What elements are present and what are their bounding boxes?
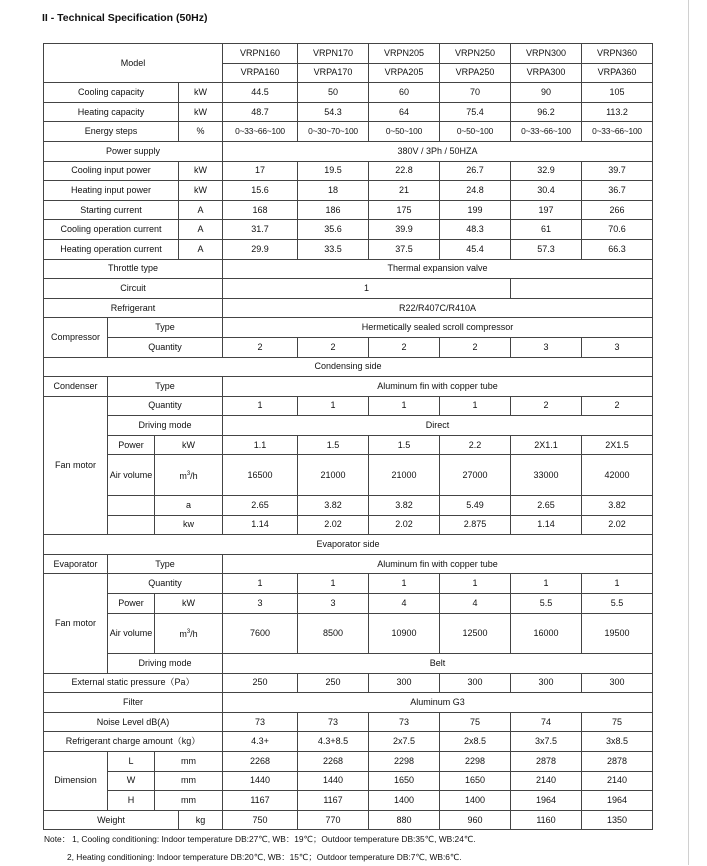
weight-value-4: 960 [440,810,511,830]
heating-input-power-row [44,181,653,201]
cooling-input-power-row [44,161,653,181]
heating-capacity-row [44,102,653,122]
cooling-capacity-value-3: 60 [369,83,440,103]
evap-air-volume-label: Air volume [108,613,155,654]
page-title: II - Technical Specification (50Hz) [42,12,208,24]
condenser-type-label: Type [108,377,223,397]
compressor-type-row [44,318,653,338]
cooling-input-power-value-1: 17 [223,161,298,181]
noise-level-value-1: 73 [223,712,298,732]
cond-a-value-3: 3.82 [369,495,440,515]
external-static-pressure-value-2: 250 [298,673,369,693]
heating-operation-current-value-4: 45.4 [440,239,511,259]
compressor-quantity-row [44,337,653,357]
starting-current-value-2: 186 [298,200,369,220]
refrigerant-charge-value-3: 2x7.5 [369,732,440,752]
note-text-2: 2, Heating conditioning: Indoor temperature DB:20℃, WB：15℃；Outdoor temperature DB:7℃, WB:6℃. [67,852,462,862]
dimension-w-row [44,771,653,791]
cond-kw-value-3: 2.02 [369,515,440,535]
dimension-h-value-3: 1400 [369,791,440,811]
refrigerant-value: R22/R407C/R410A [223,298,653,318]
cond-power-label: Power [108,435,155,455]
heating-capacity-value-5: 96.2 [511,102,582,122]
filter-label: Filter [44,693,223,713]
energy-steps-label: Energy steps [44,122,179,142]
circuit-value: 1 [223,279,511,299]
cooling-input-power-value-6: 39.7 [582,161,653,181]
evap-power-value-3: 4 [369,593,440,613]
evap-fan-quantity-value-3: 1 [369,574,440,594]
weight-label: Weight [44,810,179,830]
evaporator-type-label: Type [108,554,223,574]
external-static-pressure-row [44,673,653,693]
cond-a-value-5: 2.65 [511,495,582,515]
cond-fan-quantity-value-3: 1 [369,396,440,416]
model-pa-6: VRPA360 [582,63,653,83]
cond-a-value-2: 3.82 [298,495,369,515]
compressor-quantity-value-6: 3 [582,337,653,357]
cond-kw-value-5: 1.14 [511,515,582,535]
cond-air-volume-value-5: 33000 [511,455,582,496]
energy-steps-unit: % [179,122,223,142]
noise-level-value-6: 75 [582,712,653,732]
evap-fan-quantity-value-6: 1 [582,574,653,594]
cooling-operation-current-label: Cooling operation current [44,220,179,240]
heating-capacity-value-6: 113.2 [582,102,653,122]
dimension-l-value-2: 2268 [298,752,369,772]
dimension-l-value-1: 2268 [223,752,298,772]
evap-power-value-2: 3 [298,593,369,613]
refrigerant-charge-value-6: 3x8.5 [582,732,653,752]
cond-power-value-6: 2X1.5 [582,435,653,455]
dimension-h-value-2: 1167 [298,791,369,811]
dimension-h-row [44,791,653,811]
evap-power-row [44,593,653,613]
external-static-pressure-label: External static pressure（Pa） [44,673,223,693]
evaporator-side-title: Evaporator side [44,535,653,555]
compressor-quantity-label: Quantity [108,337,223,357]
starting-current-value-6: 266 [582,200,653,220]
heating-operation-current-label: Heating operation current [44,239,179,259]
compressor-quantity-value-5: 3 [511,337,582,357]
cond-a-unit: a [155,495,223,515]
model-pa-5: VRPA300 [511,63,582,83]
cond-a-row [44,495,653,515]
energy-steps-value-2: 0~30~70~100 [298,122,369,142]
model-pa-4: VRPA250 [440,63,511,83]
noise-level-row [44,712,653,732]
heating-input-power-value-3: 21 [369,181,440,201]
circuit-row [44,279,653,299]
unit-tail: /h [190,628,198,639]
starting-current-value-5: 197 [511,200,582,220]
model-pn-2: VRPN170 [298,44,369,64]
cond-power-value-2: 1.5 [298,435,369,455]
evap-air-volume-value-4: 12500 [440,613,511,654]
evap-fan-motor-label: Fan motor [44,574,108,673]
unit-base: m [179,628,187,639]
cond-a-value-6: 3.82 [582,495,653,515]
throttle-type-label: Throttle type [44,259,223,279]
energy-steps-row [44,122,653,142]
refrigerant-charge-row [44,732,653,752]
heating-capacity-label: Heating capacity [44,102,179,122]
heating-input-power-unit: kW [179,181,223,201]
evap-fan-quantity-value-2: 1 [298,574,369,594]
cond-kw-value-6: 2.02 [582,515,653,535]
external-static-pressure-value-6: 300 [582,673,653,693]
cond-power-value-3: 1.5 [369,435,440,455]
dimension-w-axis: W [108,771,155,791]
cooling-operation-current-value-4: 48.3 [440,220,511,240]
cond-air-volume-row [44,455,653,496]
dimension-l-axis: L [108,752,155,772]
dimension-w-value-1: 1440 [223,771,298,791]
noise-level-label: Noise Level dB(A) [44,712,223,732]
evap-fan-quantity-value-5: 1 [511,574,582,594]
cond-a-value-1: 2.65 [223,495,298,515]
evap-fan-quantity-value-4: 1 [440,574,511,594]
cooling-capacity-value-1: 44.5 [223,83,298,103]
cooling-operation-current-row [44,220,653,240]
heating-operation-current-value-3: 37.5 [369,239,440,259]
cond-kw-row [44,515,653,535]
cond-air-volume-unit [155,455,223,496]
condensing-side-row [44,357,653,377]
cond-air-volume-value-6: 42000 [582,455,653,496]
cooling-capacity-value-4: 70 [440,83,511,103]
cooling-operation-current-value-3: 39.9 [369,220,440,240]
cond-fan-motor-label: Fan motor [44,396,108,534]
cond-air-volume-value-4: 27000 [440,455,511,496]
cooling-input-power-value-4: 26.7 [440,161,511,181]
cond-power-value-1: 1.1 [223,435,298,455]
heating-capacity-value-2: 54.3 [298,102,369,122]
dimension-w-value-3: 1650 [369,771,440,791]
cooling-input-power-value-5: 32.9 [511,161,582,181]
starting-current-value-1: 168 [223,200,298,220]
compressor-quantity-value-3: 2 [369,337,440,357]
noise-level-value-2: 73 [298,712,369,732]
model-pa-1: VRPA160 [223,63,298,83]
cooling-capacity-value-2: 50 [298,83,369,103]
evap-power-value-1: 3 [223,593,298,613]
model-pn-3: VRPN205 [369,44,440,64]
starting-current-row [44,200,653,220]
cond-kw-unit: kw [155,515,223,535]
blank-cell [511,279,653,299]
evap-air-volume-value-3: 10900 [369,613,440,654]
cond-fan-quantity-value-5: 2 [511,396,582,416]
filter-row [44,693,653,713]
circuit-label: Circuit [44,279,223,299]
throttle-type-row [44,259,653,279]
cooling-input-power-value-2: 19.5 [298,161,369,181]
cond-kw-value-4: 2.875 [440,515,511,535]
evap-power-value-4: 4 [440,593,511,613]
dimension-h-value-6: 1964 [582,791,653,811]
evap-fan-quantity-label: Quantity [108,574,223,594]
cond-fan-quantity-value-1: 1 [223,396,298,416]
dimension-label: Dimension [44,752,108,811]
cooling-operation-current-value-1: 31.7 [223,220,298,240]
evaporator-type-row [44,554,653,574]
dimension-h-value-5: 1964 [511,791,582,811]
weight-unit: kg [179,810,223,830]
starting-current-value-4: 199 [440,200,511,220]
dimension-w-value-4: 1650 [440,771,511,791]
cooling-input-power-value-3: 22.8 [369,161,440,181]
noise-level-value-5: 74 [511,712,582,732]
cond-driving-mode-label: Driving mode [108,416,223,436]
evap-air-volume-unit [155,613,223,654]
compressor-quantity-value-2: 2 [298,337,369,357]
dimension-l-value-5: 2878 [511,752,582,772]
evap-air-volume-value-2: 8500 [298,613,369,654]
condenser-type-row [44,377,653,397]
refrigerant-charge-value-1: 4.3+ [223,732,298,752]
model-pn-6: VRPN360 [582,44,653,64]
heating-input-power-value-2: 18 [298,181,369,201]
cond-fan-quantity-value-2: 1 [298,396,369,416]
heating-input-power-value-6: 36.7 [582,181,653,201]
dimension-h-value-1: 1167 [223,791,298,811]
heating-input-power-value-4: 24.8 [440,181,511,201]
evap-air-volume-row [44,613,653,654]
evaporator-label: Evaporator [44,554,108,574]
weight-value-1: 750 [223,810,298,830]
unit-base: m [179,470,187,481]
cond-air-volume-value-1: 16500 [223,455,298,496]
cooling-capacity-row [44,83,653,103]
cooling-operation-current-value-2: 35.6 [298,220,369,240]
heating-operation-current-row [44,239,653,259]
power-supply-value: 380V / 3Ph / 50HZA [223,141,653,161]
note-line-2 [44,848,476,866]
heating-operation-current-value-5: 57.3 [511,239,582,259]
compressor-type-label: Type [108,318,223,338]
cooling-input-power-unit: kW [179,161,223,181]
weight-value-5: 1160 [511,810,582,830]
energy-steps-value-6: 0~33~66~100 [582,122,653,142]
condensing-side-title: Condensing side [44,357,653,377]
cond-driving-mode-row [44,416,653,436]
heating-input-power-label: Heating input power [44,181,179,201]
evap-power-unit: kW [155,593,223,613]
heating-operation-current-value-2: 33.5 [298,239,369,259]
dimension-w-value-5: 2140 [511,771,582,791]
evaporator-type-value: Aluminum fin with copper tube [223,554,653,574]
cooling-operation-current-value-6: 70.6 [582,220,653,240]
note-label: Note： [44,834,71,844]
weight-value-3: 880 [369,810,440,830]
dimension-l-row [44,752,653,772]
evap-air-volume-value-6: 19500 [582,613,653,654]
blank-cell [108,495,155,515]
external-static-pressure-value-3: 300 [369,673,440,693]
heating-capacity-value-4: 75.4 [440,102,511,122]
evap-fan-quantity-value-1: 1 [223,574,298,594]
cond-power-unit: kW [155,435,223,455]
model-pa-2: VRPA170 [298,63,369,83]
refrigerant-charge-value-2: 4.3+8.5 [298,732,369,752]
external-static-pressure-value-1: 250 [223,673,298,693]
evap-power-label: Power [108,593,155,613]
refrigerant-charge-label: Refrigerant charge amount（kg） [44,732,223,752]
external-static-pressure-value-5: 300 [511,673,582,693]
model-pn-5: VRPN300 [511,44,582,64]
compressor-type-value: Hermetically sealed scroll compressor [223,318,653,338]
cooling-operation-current-unit: A [179,220,223,240]
evap-driving-mode-row [44,654,653,674]
evap-driving-mode-label: Driving mode [108,654,223,674]
refrigerant-charge-value-4: 2x8.5 [440,732,511,752]
cooling-capacity-unit: kW [179,83,223,103]
heating-capacity-unit: kW [179,102,223,122]
note-text-1: 1, Cooling conditioning: Indoor temperature DB:27℃, WB：19℃；Outdoor temperature DB:35℃, WB:24℃. [72,834,476,844]
model-pn-1: VRPN160 [223,44,298,64]
unit-superscript: 3 [186,470,191,477]
energy-steps-value-1: 0~33~66~100 [223,122,298,142]
evaporator-side-row [44,535,653,555]
weight-value-2: 770 [298,810,369,830]
unit-tail: /h [190,470,198,481]
dimension-h-axis: H [108,791,155,811]
evap-power-value-6: 5.5 [582,593,653,613]
dimension-l-value-3: 2298 [369,752,440,772]
filter-value: Aluminum G3 [223,693,653,713]
blank-cell [108,515,155,535]
dimension-w-unit: mm [155,771,223,791]
dimension-h-value-4: 1400 [440,791,511,811]
weight-row [44,810,653,830]
cooling-capacity-value-6: 105 [582,83,653,103]
note-line-1 [44,830,476,848]
external-static-pressure-value-4: 300 [440,673,511,693]
cond-air-volume-value-3: 21000 [369,455,440,496]
cond-kw-value-1: 1.14 [223,515,298,535]
dimension-l-value-4: 2298 [440,752,511,772]
compressor-quantity-value-1: 2 [223,337,298,357]
cond-fan-quantity-value-6: 2 [582,396,653,416]
cond-power-value-5: 2X1.1 [511,435,582,455]
heating-operation-current-value-1: 29.9 [223,239,298,259]
evap-power-value-5: 5.5 [511,593,582,613]
dimension-h-unit: mm [155,791,223,811]
heating-capacity-value-1: 48.7 [223,102,298,122]
cooling-capacity-value-5: 90 [511,83,582,103]
cooling-input-power-label: Cooling input power [44,161,179,181]
throttle-type-value: Thermal expansion valve [223,259,653,279]
cond-driving-mode-value: Direct [223,416,653,436]
noise-level-value-4: 75 [440,712,511,732]
cond-fan-quantity-row [44,396,653,416]
energy-steps-value-4: 0~50~100 [440,122,511,142]
notes [44,830,476,866]
cond-fan-quantity-label: Quantity [108,396,223,416]
cond-air-volume-value-2: 21000 [298,455,369,496]
heating-operation-current-unit: A [179,239,223,259]
heating-input-power-value-1: 15.6 [223,181,298,201]
model-pn-4: VRPN250 [440,44,511,64]
cond-air-volume-label: Air volume [108,455,155,496]
starting-current-value-3: 175 [369,200,440,220]
evap-air-volume-value-5: 16000 [511,613,582,654]
condenser-label: Condenser [44,377,108,397]
refrigerant-label: Refrigerant [44,298,223,318]
power-supply-label: Power supply [44,141,223,161]
evap-driving-mode-value: Belt [223,654,653,674]
cooling-capacity-label: Cooling capacity [44,83,179,103]
noise-level-value-3: 73 [369,712,440,732]
heating-input-power-value-5: 30.4 [511,181,582,201]
starting-current-label: Starting current [44,200,179,220]
cond-power-row [44,435,653,455]
dimension-l-value-6: 2878 [582,752,653,772]
cond-a-value-4: 5.49 [440,495,511,515]
spec-table [43,43,653,830]
compressor-quantity-value-4: 2 [440,337,511,357]
refrigerant-charge-value-5: 3x7.5 [511,732,582,752]
model-pa-3: VRPA205 [369,63,440,83]
cond-kw-value-2: 2.02 [298,515,369,535]
starting-current-unit: A [179,200,223,220]
model-row-1 [44,44,653,64]
evap-air-volume-value-1: 7600 [223,613,298,654]
model-label: Model [44,44,223,83]
cond-power-value-4: 2.2 [440,435,511,455]
cond-fan-quantity-value-4: 1 [440,396,511,416]
dimension-l-unit: mm [155,752,223,772]
page-edge-line [688,0,689,865]
refrigerant-row [44,298,653,318]
cooling-operation-current-value-5: 61 [511,220,582,240]
weight-value-6: 1350 [582,810,653,830]
energy-steps-value-3: 0~50~100 [369,122,440,142]
dimension-w-value-6: 2140 [582,771,653,791]
unit-superscript: 3 [186,628,191,635]
evap-fan-quantity-row [44,574,653,594]
compressor-label: Compressor [44,318,108,357]
dimension-w-value-2: 1440 [298,771,369,791]
heating-capacity-value-3: 64 [369,102,440,122]
power-supply-row [44,141,653,161]
heating-operation-current-value-6: 66.3 [582,239,653,259]
condenser-type-value: Aluminum fin with copper tube [223,377,653,397]
energy-steps-value-5: 0~33~66~100 [511,122,582,142]
